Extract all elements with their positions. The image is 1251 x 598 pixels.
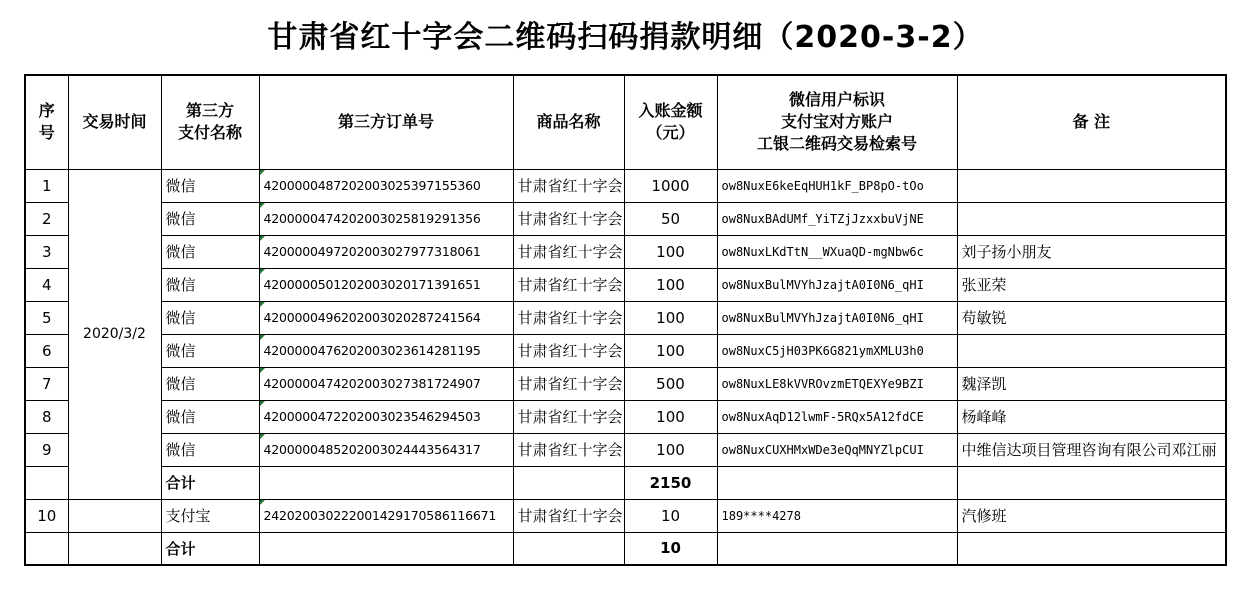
table-row: [25, 301, 1226, 334]
cell-date-empty: [68, 532, 161, 565]
cell-product: 甘肃省红十字会: [513, 499, 624, 532]
cell-userid: ow8NuxBulMVYhJzajtA0I0N6_qHI: [717, 301, 957, 334]
cell-userid-empty: [717, 532, 957, 565]
cell-note-empty: [957, 466, 1226, 499]
cell-payer: 微信: [161, 433, 259, 466]
header-amount: 入账金额 （元）: [624, 75, 717, 169]
cell-payer: 微信: [161, 268, 259, 301]
table-row: [25, 169, 1226, 202]
header-userid: 微信用户标识 支付宝对方账户 工银二维码交易检索号: [717, 75, 957, 169]
page-title: 甘肃省红十字会二维码扫码捐款明细（2020-3-2）: [267, 20, 984, 55]
cell-order: 4200000474202003027381724907: [259, 367, 513, 400]
cell-amount: 1000: [624, 169, 717, 202]
cell-userid: ow8NuxBAdUMf_YiTZjJzxxbuVjNE: [717, 202, 957, 235]
cell-userid: ow8NuxE6keEqHUH1kF_BP8pO-tOo: [717, 169, 957, 202]
cell-userid-empty: [717, 466, 957, 499]
subtotal-label: 合计: [161, 466, 259, 499]
cell-note: 刘子扬小朋友: [957, 235, 1226, 268]
cell-seq-empty: [25, 466, 68, 499]
cell-amount: 100: [624, 301, 717, 334]
cell-seq: 1: [25, 169, 68, 202]
cell-payer: 微信: [161, 202, 259, 235]
table-row: [25, 400, 1226, 433]
cell-seq: 6: [25, 334, 68, 367]
cell-seq: 4: [25, 268, 68, 301]
cell-amount: 100: [624, 433, 717, 466]
cell-amount: 100: [624, 235, 717, 268]
cell-payer: 微信: [161, 367, 259, 400]
table-row: [25, 367, 1226, 400]
cell-note: [957, 334, 1226, 367]
cell-product: 甘肃省红十字会: [513, 169, 624, 202]
cell-order: 4200000474202003025819291356: [259, 202, 513, 235]
cell-note: [957, 169, 1226, 202]
cell-payer: 支付宝: [161, 499, 259, 532]
header-seq: 序 号: [25, 75, 68, 169]
table-row: [25, 202, 1226, 235]
table-row: [25, 499, 1226, 532]
cell-seq: 5: [25, 301, 68, 334]
cell-product: 甘肃省红十字会: [513, 235, 624, 268]
cell-seq: 3: [25, 235, 68, 268]
cell-seq: 7: [25, 367, 68, 400]
cell-order-empty: [259, 532, 513, 565]
cell-amount: 500: [624, 367, 717, 400]
cell-order: 4200000497202003027977318061: [259, 235, 513, 268]
cell-product: 甘肃省红十字会: [513, 202, 624, 235]
subtotal-amount: 2150: [624, 466, 717, 499]
cell-order: 4200000472202003023546294503: [259, 400, 513, 433]
cell-note: 汽修班: [957, 499, 1226, 532]
cell-note: 苟敏锐: [957, 301, 1226, 334]
cell-note: [957, 202, 1226, 235]
cell-product-empty: [513, 466, 624, 499]
cell-product: 甘肃省红十字会: [513, 400, 624, 433]
cell-date-empty: [68, 499, 161, 532]
cell-seq: 10: [25, 499, 68, 532]
cell-order-empty: [259, 466, 513, 499]
table-row: [25, 334, 1226, 367]
subtotal-amount: 10: [624, 532, 717, 565]
cell-amount: 100: [624, 268, 717, 301]
table-row: [25, 235, 1226, 268]
header-note: 备 注: [957, 75, 1226, 169]
cell-product-empty: [513, 532, 624, 565]
header-row: [25, 75, 1226, 169]
table-row: [25, 433, 1226, 466]
cell-product: 甘肃省红十字会: [513, 433, 624, 466]
header-payer: 第三方 支付名称: [161, 75, 259, 169]
cell-amount: 100: [624, 334, 717, 367]
cell-note-empty: [957, 532, 1226, 565]
cell-userid: 189****4278: [717, 499, 957, 532]
cell-amount: 100: [624, 400, 717, 433]
donation-table: [24, 74, 1227, 566]
cell-order: 4200000476202003023614281195: [259, 334, 513, 367]
cell-userid: ow8NuxCUXHMxWDe3eQqMNYZlpCUI: [717, 433, 957, 466]
cell-product: 甘肃省红十字会: [513, 367, 624, 400]
cell-userid: ow8NuxLE8kVVROvzmETQEXYe9BZI: [717, 367, 957, 400]
cell-userid: ow8NuxAqD12lwmF-5RQx5A12fdCE: [717, 400, 957, 433]
cell-userid: ow8NuxC5jH03PK6G821ymXMLU3h0: [717, 334, 957, 367]
cell-seq: 8: [25, 400, 68, 433]
subtotal-label: 合计: [161, 532, 259, 565]
cell-amount: 10: [624, 499, 717, 532]
cell-payer: 微信: [161, 169, 259, 202]
cell-product: 甘肃省红十字会: [513, 334, 624, 367]
cell-order: 420000048720200302539715536​0: [259, 169, 513, 202]
subtotal-row: [25, 532, 1226, 565]
cell-order: 4200000501202003020171391651: [259, 268, 513, 301]
cell-note: 中维信达项目管理咨询有限公司邓江丽: [957, 433, 1226, 466]
cell-product: 甘肃省红十字会: [513, 268, 624, 301]
cell-payer: 微信: [161, 235, 259, 268]
cell-userid: ow8NuxBulMVYhJzajtA0I0N6_qHI: [717, 268, 957, 301]
cell-payer: 微信: [161, 301, 259, 334]
cell-product: 甘肃省红十字会: [513, 301, 624, 334]
cell-order: 4200000496202003020287241564: [259, 301, 513, 334]
subtotal-row: [25, 466, 1226, 499]
cell-amount: 50: [624, 202, 717, 235]
cell-seq: 2: [25, 202, 68, 235]
cell-order: 4200000485202003024443564317: [259, 433, 513, 466]
cell-userid: ow8NuxLKdTtN__WXuaQD-mgNbw6c: [717, 235, 957, 268]
header-product: 商品名称: [513, 75, 624, 169]
header-order: 第三方订单号: [259, 75, 513, 169]
cell-note: 魏泽凯: [957, 367, 1226, 400]
cell-date: 2020/3/2: [68, 169, 161, 499]
cell-seq-empty: [25, 532, 68, 565]
cell-payer: 微信: [161, 400, 259, 433]
cell-seq: 9: [25, 433, 68, 466]
cell-order: 2420200302220014291705861166​71: [259, 499, 513, 532]
cell-note: 杨峰峰: [957, 400, 1226, 433]
header-time: 交易时间: [68, 75, 161, 169]
cell-payer: 微信: [161, 334, 259, 367]
table-row: [25, 268, 1226, 301]
cell-note: 张亚荣: [957, 268, 1226, 301]
